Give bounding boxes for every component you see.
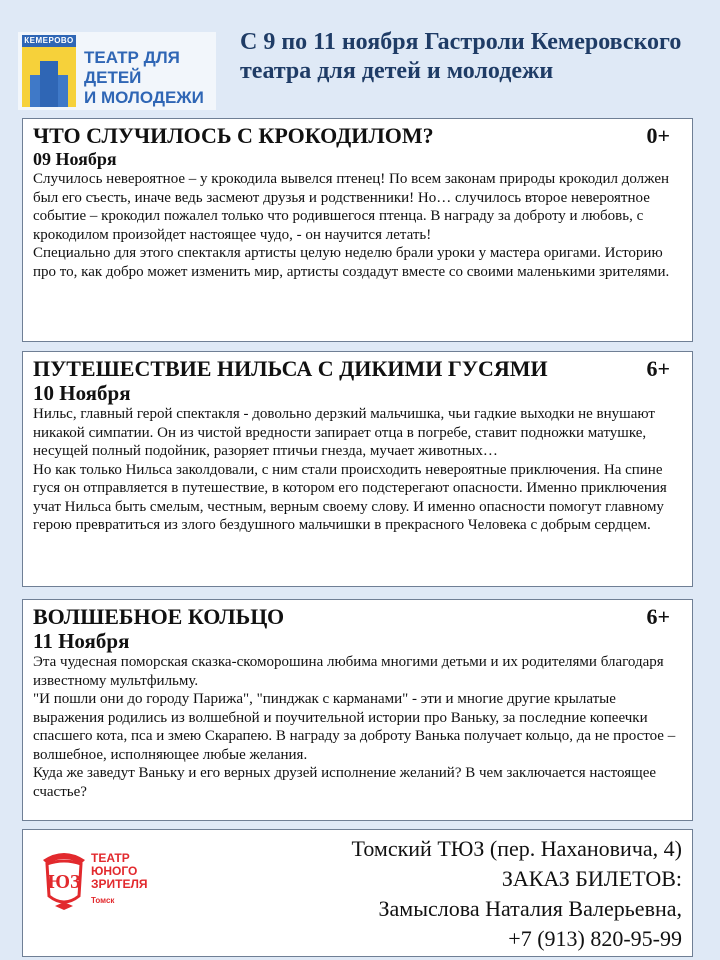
show-card-crocodile <box>22 118 693 342</box>
contacts-block <box>352 834 682 954</box>
show-date: 11 Ноября <box>33 629 130 653</box>
page-title: С 9 по 11 ноября Гастроли Кемеровского театра для детей и молодежи <box>240 29 682 84</box>
kemerovo-theatre-logo <box>18 32 216 110</box>
show-description: Нильс, главный герой спектакля - довольно дерзкий мальчишка, чьи гадкие выходки не внушают никакой симпатии. Он из чистой вредности запирает отца в погребе, ставит подножки матушке, несущей полный подойник, разоряет птичьи гнезда, мучает животных… <box>33 406 655 459</box>
show-description: Но как только Нильса заколдовали, с ним стали происходить невероятные приключения. На спине гуся он отправляется в путешествие, в котором его подстерегают опасности. Именно приключения учат Нильса быть смелым, честным, верным своему слову. И именно опасности помогут главному герою превратиться из злого бездушного мальчишки в прекрасного Человека с добрым сердцем. <box>33 461 667 533</box>
show-date: 10 Ноября <box>33 381 131 405</box>
show-card-nils <box>22 351 693 587</box>
show-description: Специально для этого спектакля артисты целую неделю брали уроки у мастера оригами. Историю про то, как добро может изменить мир, артисты создадут вместе со своими маленькими зрителями. <box>33 245 670 280</box>
contact-phone: +7 (913) 820-95-99 <box>508 926 682 951</box>
tomsk-tyuz-logo <box>37 846 157 916</box>
age-rating-badge: 6+ <box>646 604 670 629</box>
tyuz-logo-city: Томск <box>91 896 115 905</box>
age-rating-badge: 0+ <box>646 123 670 148</box>
show-card-magic-ring <box>22 599 693 821</box>
show-title: ПУТЕШЕСТВИЕ НИЛЬСА С ДИКИМИ ГУСЯМИ <box>33 356 548 381</box>
contact-person: Замыслова Наталия Валерьевна, <box>378 896 682 921</box>
logo-mark-text: ЮЗ <box>47 871 81 893</box>
age-rating-badge: 6+ <box>646 356 670 381</box>
show-description: Эта чудесная поморская сказка-скоморошина любима многими детьми и их родителями благодаря известному мультфильму. <box>33 654 664 689</box>
tyuz-logo-name: ТЕАТР ЮНОГО ЗРИТЕЛЯ <box>91 851 148 891</box>
kemerovo-logo-emblem <box>22 35 76 107</box>
show-date: 09 Ноября <box>33 149 117 169</box>
show-description: "И пошли они до городу Парижа", "пинджак с карманами" - эти и многие другие крылатые выражения родились из волшебной и поучительной истории про Ваньку, за последние копеечки спасшего кота, пса и змею Скарапею. В награду за доброту Ванька получает кольцо, да не простое – волшебное, исполняющее любые желания. <box>33 691 676 763</box>
venue-address: Томский ТЮЗ (пер. Нахановича, 4) <box>351 836 682 861</box>
theatre-mask-icon <box>37 846 91 916</box>
logo-badge-text: КЕМЕРОВО <box>24 36 74 45</box>
header <box>0 0 720 115</box>
kemerovo-logo-name: ТЕАТР ДЛЯ ДЕТЕЙ И МОЛОДЕЖИ <box>84 48 204 107</box>
show-title: ЧТО СЛУЧИЛОСЬ С КРОКОДИЛОМ? <box>33 123 434 148</box>
tickets-label: ЗАКАЗ БИЛЕТОВ: <box>501 866 682 891</box>
show-title: ВОЛШЕБНОЕ КОЛЬЦО <box>33 604 285 629</box>
show-description: Случилось невероятное – у крокодила вывелся птенец! По всем законам природы крокодил должен был его съесть, иначе ведь засмеют друзья и родственники! Но… случилось второе невероятное событие – крокодил пожалел только что родившегося птенца. В награду за доброту и любовь, с крокодилом произойдет настоящее чудо, - он научится летать! <box>33 171 670 243</box>
show-description: Куда же заведут Ваньку и его верных друзей исполнение желаний? В чем заключается настоящее счастье? <box>33 765 657 800</box>
contact-footer <box>22 829 693 957</box>
